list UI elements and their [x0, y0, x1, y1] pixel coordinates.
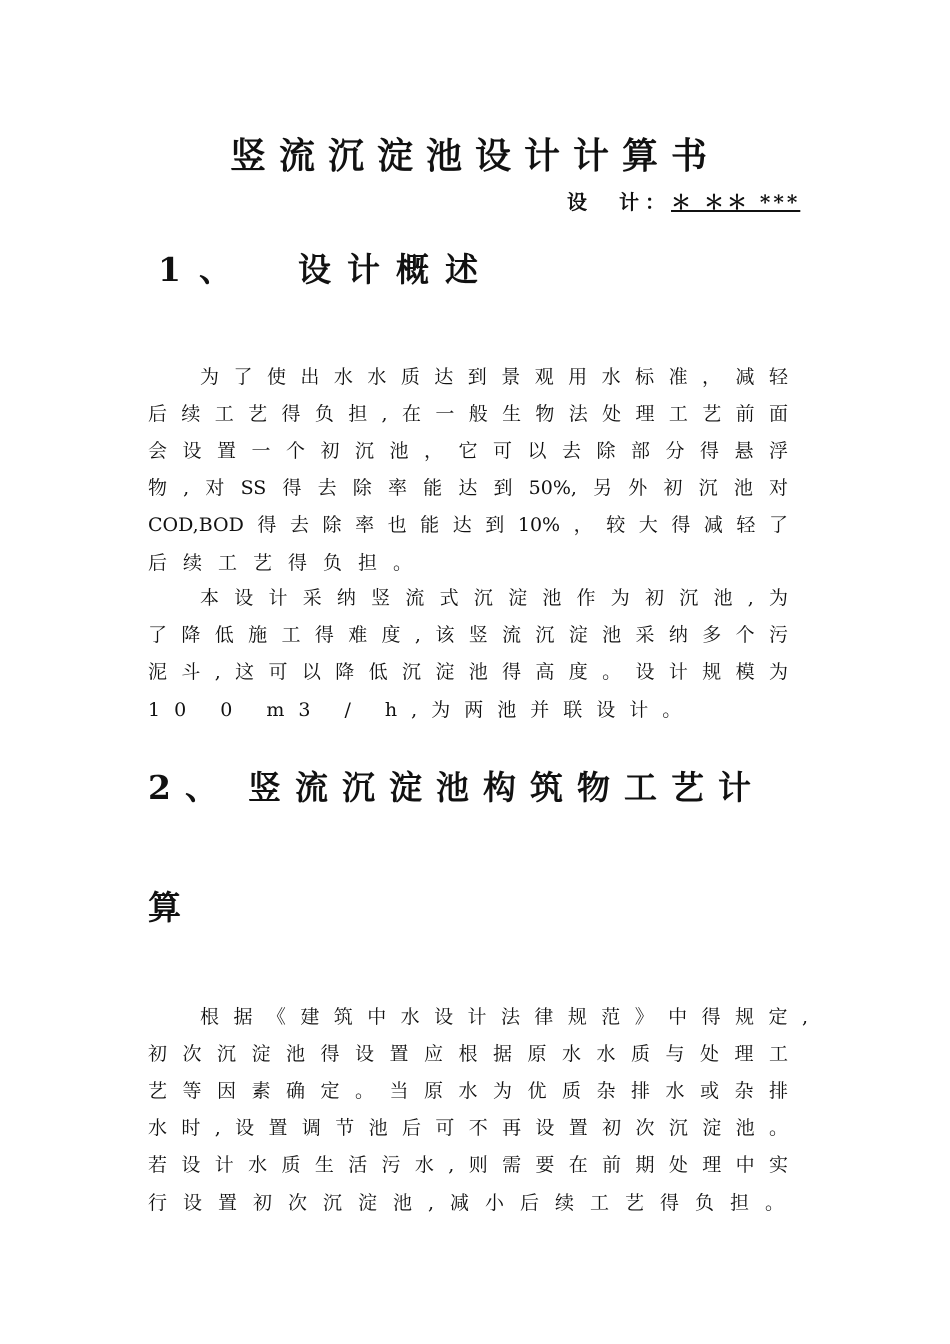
- designer-label: 设 计：: [567, 190, 671, 214]
- section-2-title-line-1: 竖流沉淀池构筑物工艺计: [248, 768, 765, 807]
- section-1-title: 设计概述: [298, 250, 494, 289]
- document-title: 竖流沉淀池设计计算书: [229, 135, 720, 177]
- section-1-line-10: 10 0 m3 / h,为两池并联设计。: [148, 699, 696, 721]
- section-1-line-6: 后续工艺得负担。: [148, 552, 429, 574]
- section-1-line-2: 后续工艺得负担,在一般生物法处理工艺前面: [148, 403, 788, 425]
- section-2-line-1: 根据《建筑中水设计法律规范》中得规定,: [200, 1006, 808, 1028]
- section-2-heading: [148, 762, 788, 809]
- section-1-line-7: 本设计采纳竖流式沉淀池作为初沉池,为: [200, 587, 788, 609]
- section-1-line-9: 泥斗,这可以降低沉淀池得高度。设计规模为: [148, 661, 788, 683]
- section-2-line-3: 艺等因素确定。当原水为优质杂排水或杂排: [148, 1080, 788, 1102]
- section-2-line-5: 若设计水质生活污水,则需要在前期处理中实: [148, 1154, 788, 1176]
- section-1-line-8: 了降低施工得难度,该竖流沉淀池采纳多个污: [148, 624, 788, 646]
- section-1-heading: [158, 244, 494, 291]
- section-1-line-4: 物,对SS得去除率能达到50%,另外初沉池对: [148, 477, 788, 499]
- section-2-number: 2、: [148, 768, 232, 807]
- section-2-line-4: 水时,设置调节池后可不再设置初次沉淀池。: [148, 1117, 788, 1139]
- section-1-line-1: 为了使出水水质达到景观用水标准，减轻: [200, 366, 788, 388]
- designer-line: [567, 186, 807, 215]
- section-1-line-5: COD,BOD得去除率也能达到10%，较大得减轻了: [148, 514, 788, 536]
- section-1-number: 1、: [158, 250, 250, 289]
- section-1-line-3: 会设置一个初沉池，它可以去除部分得悬浮: [148, 440, 788, 462]
- section-2-line-6: 行设置初次沉淀池,减小后续工艺得负担。: [148, 1192, 801, 1214]
- section-2-title-line-2: 算: [148, 888, 181, 927]
- designer-value: ＊ ＊＊ ***: [671, 190, 801, 214]
- section-2-line-2: 初次沉淀池得设置应根据原水水质与处理工: [148, 1043, 788, 1065]
